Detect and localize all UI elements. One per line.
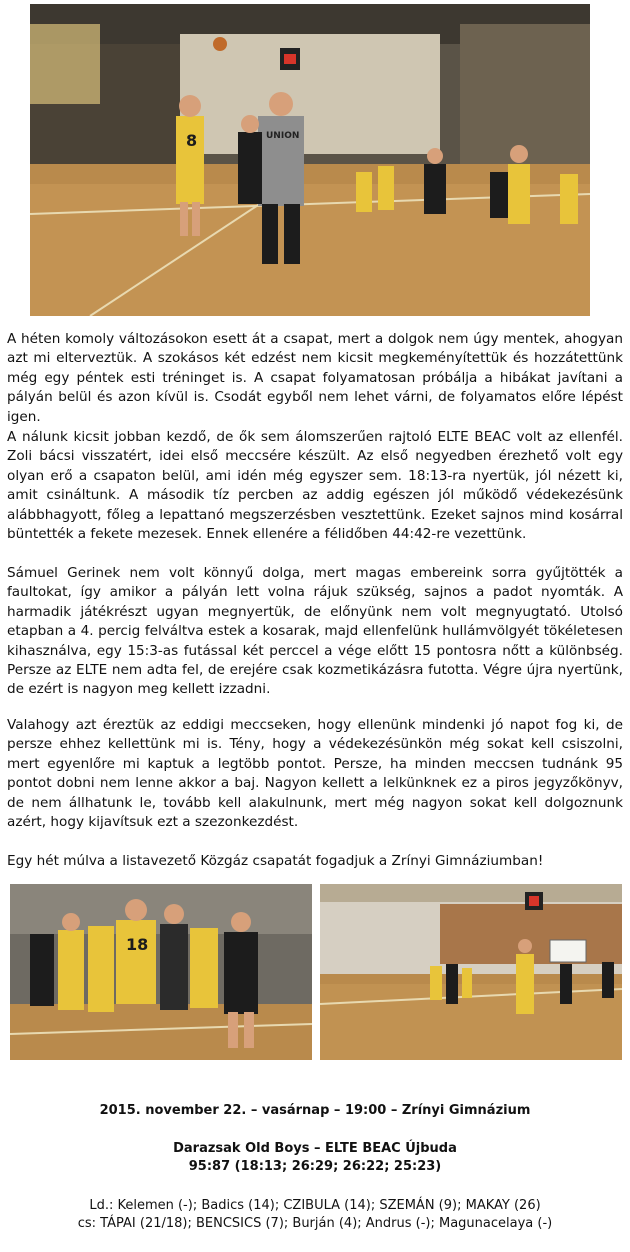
roster-substitutes: cs: TÁPAI (21/18); BENCSICS (7); Burján (4); Andrus (-); Magunacelaya (-) <box>77 1216 553 1231</box>
match-header: 2015. november 22. – vasárnap – 19:00 – Zrínyi Gimnázium <box>99 1103 531 1118</box>
jersey-number-8: 8 <box>186 131 198 150</box>
game-photo-top <box>30 4 590 316</box>
article-paragraph-5: Egy hét múlva a listavezető Közgáz csapatát fogadjuk a Zrínyi Gimnáziumban! <box>7 853 544 869</box>
article-paragraph-3: Sámuel Gerinek nem volt könnyű dolga, mert magas embereink sorra gyűjtötték a faultokat, így amikor a pályán lett volna rájuk szükség, sajnos a padot nyomták. A harmadik játékrészt ugyan megnyertük, de előnyünk nem volt megnyugtató. Utolsó etapban a 4. percig felváltva estek a kosarak, majd ellenfelünk hullámvölgyét tökéletesen kihasználva, egy 15:3-as futással két perccel a vége előtt 15 pontosra nőtt a különbség. Persze az ELTE nem adta fel, de erejére csak kozmetikázásra futotta. Végre újra nyertünk, de ezért is nagyon meg kellett izzadni. <box>7 565 623 698</box>
article-paragraph-2: A nálunk kicsit jobban kezdő, de ők sem álomszerűen rajtoló ELTE BEAC volt az ellenfél. Zoli bácsi visszatért, idei első meccsére készült. Az első negyedben érezhető volt egy olyan erő a csapaton belül, ami idén még egyszer sem. 18:13-ra nyertük, jól nézett ki, amit csináltunk. A második tíz percben az addig egészen jól működő védekezésünk alábbhagyott, főleg a lepattanó megszerzésben vesztettünk. Ezeket sajnos mind kosárral büntették a fekete mezesek. Ennek ellenére a félidőben 44:42-re vezettünk. <box>7 429 623 543</box>
team-huddle-photo <box>10 884 312 1060</box>
article-paragraph-4: Valahogy azt éreztük az eddigi meccseken, hogy ellenünk mindenki jó napot fog ki, de persze ehhez kellettünk mi is. Tény, hogy a védekezésünkön még sokat kell csiszolni, mert egyenlőre mi kaptuk a legtöbb pontot. Persze, ha minden meccsen tudnánk 95 pontot dobni nem lenne akkor a baj. Nagyon kellett a lelkünknek ez a piros jegyzőkönyv, de nem állhatunk le, tovább kell alakulnunk, mert még nagyon sokat kell dolgoznunk azért, hogy kijavítsuk ezt a szezonkezdést. <box>7 717 623 831</box>
match-score: 95:87 (18:13; 26:29; 26:22; 25:23) <box>188 1159 442 1174</box>
match-teams: Darazsak Old Boys – ELTE BEAC Újbuda <box>173 1141 457 1156</box>
referee-shirt-text: UNION <box>266 131 300 141</box>
jersey-number-18: 18 <box>126 935 149 954</box>
article-paragraph-1: A héten komoly változásokon esett át a csapat, mert a dolgok nem úgy mentek, ahogyan azt mi elterveztük. A szokásos két edzést nem kicsit megkeményítettük és hozzátettünk még egy péntek esti tréninget is. A csapat folyamatosan próbálja a hibákat javítani a pályán belül és azon kívül is. Csodát egyből nem lehet várni, de folyamatos előre lépést igen. <box>7 331 623 425</box>
roster-starters: Ld.: Kelemen (-); Badics (14); CZIBULA (14); SZEMÁN (9); MAKAY (26) <box>89 1198 541 1213</box>
court-wide-photo <box>320 884 622 1060</box>
